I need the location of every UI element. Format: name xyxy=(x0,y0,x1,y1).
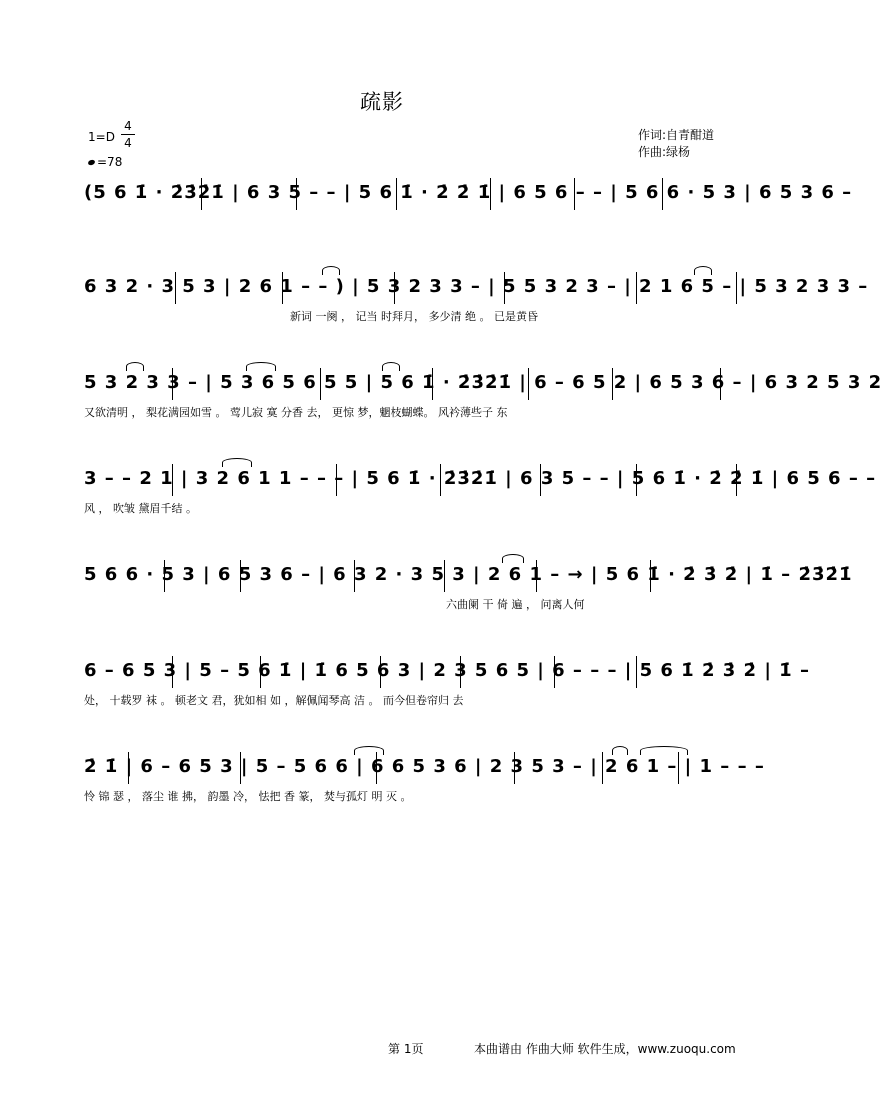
quarter-note-icon xyxy=(87,159,95,166)
slur xyxy=(322,266,340,275)
credits xyxy=(638,127,714,161)
notation-line: 2̇ 1̇ | 6 – 6 5 3 | 5 – 5 6 6 | 6 6 5 3 6 | 2 3 5 3 – | 2 6 1 – | 1 – – – xyxy=(84,756,765,777)
tempo-value: =78 xyxy=(97,155,123,169)
time-signature-top: 4 xyxy=(124,119,132,133)
slur xyxy=(222,458,252,467)
lyrics-line: 六曲阑 干 倚 遍 ， 问离人何 xyxy=(446,598,585,611)
slur xyxy=(640,746,688,755)
slur xyxy=(502,554,524,563)
page-title: 疏影 xyxy=(360,90,404,114)
key-signature: 1=D xyxy=(88,130,115,144)
slur xyxy=(126,362,144,371)
generator-credit: 本曲谱由 作曲大师 软件生成，www.zuoqu.com xyxy=(474,1042,736,1056)
slur xyxy=(246,362,276,371)
tempo-marking xyxy=(88,155,122,169)
time-signature xyxy=(121,119,135,150)
notation-line: 3 – – 2 1 | 3 2 6 1 1 – – – | 5 6 1̇ · 2̇3̇2̇1̇ | 6 3 5 – – | 5 6 1̇ · 2̇ 2̇ 1̇ | 6 5 6 – – xyxy=(84,468,877,489)
slur xyxy=(354,746,384,755)
lyrics-line: 又欲清明 ， 梨花满园如雪 。 莺儿寂 寞 分香 去， 更惊 梦，魍枝蝴蝶。 风衿薄些子 东 xyxy=(84,406,508,419)
slur xyxy=(382,362,400,371)
notation-line: (5 6 1̇ · 2̇3̇2̇1̇ | 6 3 5 – – | 5 6 1̇ · 2̇ 2̇ 1̇ | 6 5 6 – – | 5 6 6 · 5 3 | 6 5 3 6 – xyxy=(84,182,853,203)
lyrics-line: 风 ， 吹皱 黛眉千结 。 xyxy=(84,502,197,515)
time-signature-line xyxy=(121,134,135,135)
notation-line: 5 6 6 · 5 3 | 6 5 3 6 – | 6 3 2 · 3 5 3 | 2 6 1 – → | 5 6 1̇ · 2̇ 3̇ 2̇ | 1̇ – 2̇3̇2̇1̇ xyxy=(84,564,853,585)
lyrics-line: 处， 十载罗 袜 。 顿老文 君，犹如相 如 ，解佩闻琴高 洁 。 而今但卷帘归 去 xyxy=(84,694,464,707)
time-signature-bottom: 4 xyxy=(124,136,132,150)
page-number: 第 1页 xyxy=(388,1042,424,1056)
slur xyxy=(612,746,628,755)
composer: 作曲:绿杨 xyxy=(638,145,691,159)
notation-line: 6 3 2 · 3 5 3 | 2 6 1 – – ) | 5 3 2 3 3 – | 5 5 3 2 3 – | 2 1 6 5 – | 5 3 2 3 3 – xyxy=(84,276,869,297)
lyricist: 作词:自青酣道 xyxy=(638,128,715,142)
notation-line: 6 – 6 5 3 | 5 – 5 6 1̇ | 1̇ 6 5 6 3 | 2 3 5 6 5 | 6 – – – | 5 6 1̇ 2̇ 3̇ 2̇ | 1̇ – xyxy=(84,660,810,681)
slur xyxy=(694,266,712,275)
lyrics-line: 怜 锦 瑟 ， 落尘 谁 拂， 韵墨 冷， 怯把 香 篆， 焚与孤灯 明 灭 。 xyxy=(84,790,412,803)
notation-line: 5 3 2 3 3 – | 5 3 6 5 6 5 5 | 5 6 1̇ · 2̇3̇2̇1̇ | 6 – 6 5 2 | 6 5 3 6 – | 6 3 2 5 3 2 xyxy=(84,372,882,393)
lyrics-line: 新词 一阕 ， 记当 时拜月， 多少清 绝 。 已是黄昏 xyxy=(290,310,538,323)
